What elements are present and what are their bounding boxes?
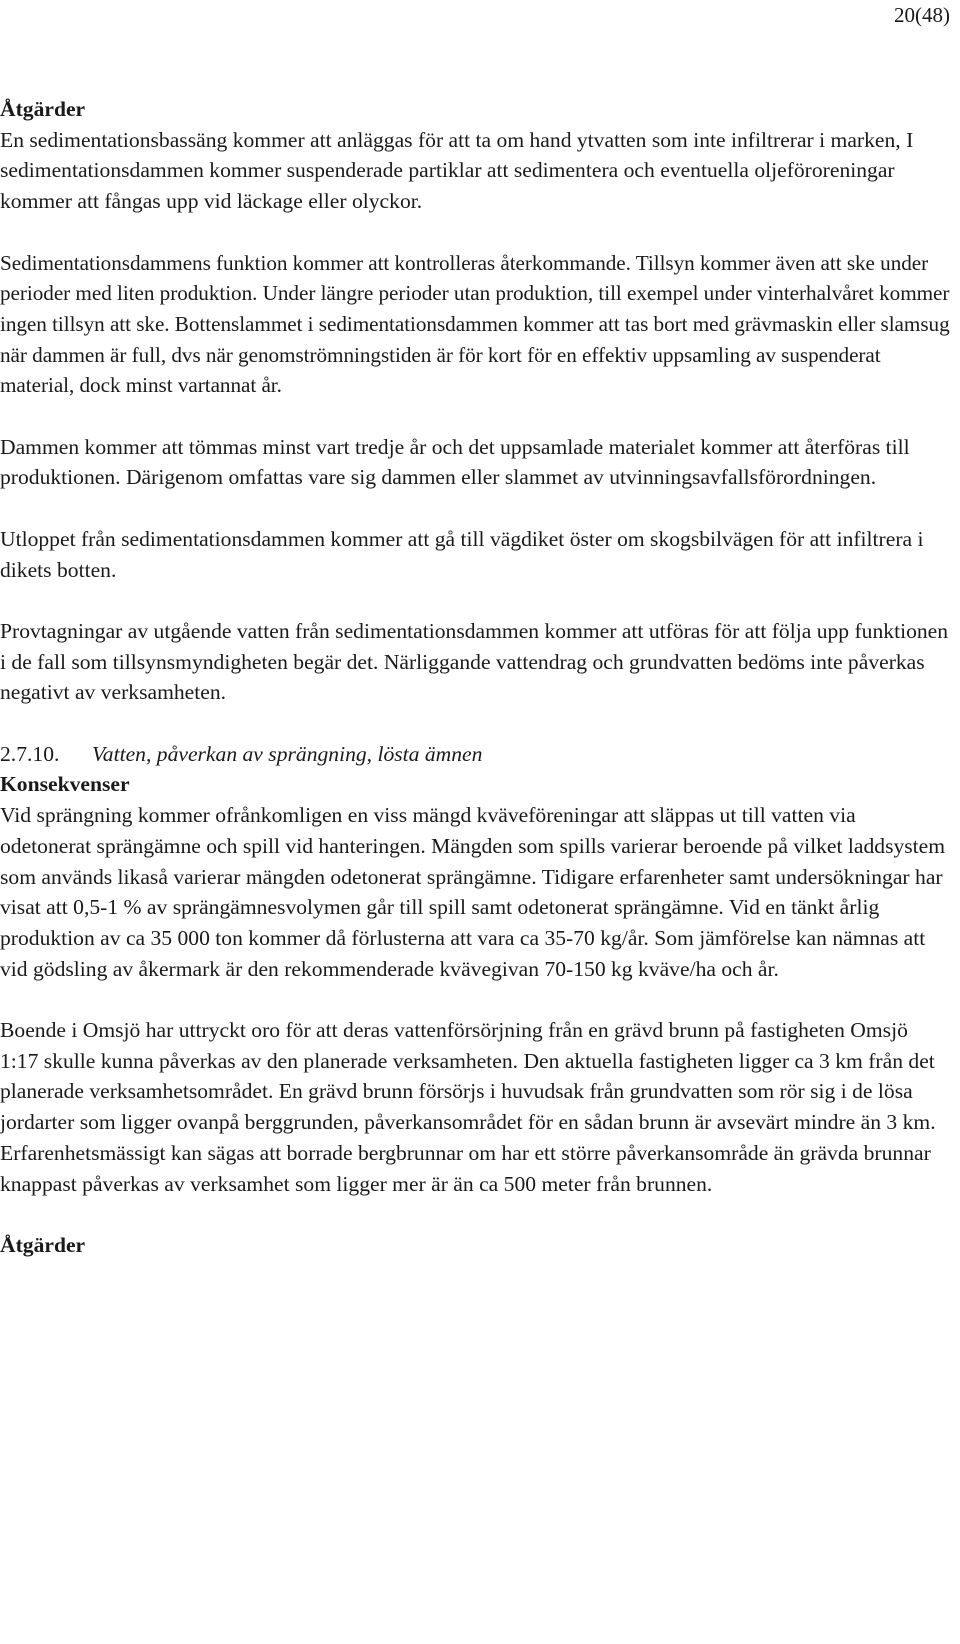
page-number: 20(48) [894,3,950,27]
document-body [0,94,950,1261]
heading-atgarder: Åtgärder [0,97,86,121]
paragraph-sedimentation-control: Sedimentationsdammens funktion kommer att kontrolleras återkommande. Tillsyn kommer även att ske under perioder med liten produktion. Under längre perioder utan produktion, till exempel under vinterhalvåret kommer ingen tillsyn att ske. Bottenslammet i sedimentationsdammen kommer att tas bort med grävmaskin eller slamsug när dammen är full, dvs när genomströmningstiden är för kort för en effektiv uppsamling av suspenderat material, dock minst vartannat år. [0,250,950,398]
spacer [0,217,950,248]
paragraph-blasting-nitrogen: Vid sprängning kommer ofrånkomligen en viss mängd kväveföreningar att släppas ut till vatten via odetonerat sprängämne och spill vid hanteringen. Mängden som spills varierar beroende på vilket laddsystem som används likaså varierar mängden odetonerat sprängämne. Tidigare erfarenheter samt undersökningar har visat att 0,5-1 % av sprängämnesvolymen går till spill samt odetonerat sprängämne. Vid en tänkt årlig produktion av ca 35 000 ton kommer då förlusterna att vara ca 35-70 kg/år. Som jämförelse kan nämnas att vid gödsling av åkermark är den rekommenderade kvävegivan 70-150 kg kväve/ha och år. [0,803,946,981]
heading-atgarder-2: Åtgärder [0,1232,86,1257]
paragraph-sedimentation-intro: En sedimentationsbassäng kommer att anläggas för att ta om hand ytvatten som inte infiltrerar i marken, I sedimentationsdammen kommer suspenderade partiklar att sedimentera och eventuella oljeföroreningar kommer att fångas upp vid läckage eller olyckor. [0,127,914,214]
section-title [0,739,950,770]
paragraph-sampling: Provtagningar av utgående vatten från sedimentationsdammen kommer att utföras för att följa upp funktionen i de fall som tillsynsmyndigheten begär det. Närliggande vattendrag och grundvatten bedöms inte påverkas negativt av verksamheten. [0,618,949,705]
heading-konsekvenser: Konsekvenser [0,772,130,797]
paragraph-emptying: Dammen kommer att tömmas minst vart tredje år och det uppsamlade materialet kommer att återföras till produktionen. Därigenom omfattas vare sig dammen eller slammet av utvinningsavfallsförordningen. [0,434,910,490]
spacer [0,1199,950,1230]
spacer [0,401,950,432]
paragraph-omsjo-well: Boende i Omsjö har uttryckt oro för att deras vattenförsörjning från en grävd brunn på fastigheten Omsjö 1:17 skulle kunna påverkas av den planerade verksamheten. Den aktuella fastigheten ligger ca 3 km från det planerade verksamhetsområdet. En grävd brunn försörjs i huvudsak från grundvatten som rör sig i de lösa jordarter som ligger ovanpå berggrunden, påverkansområdet för en sådan brunn är avsevärt mindre än 3 km. Erfarenhetsmässigt kan sägas att borrade bergbrunnar om har ett större påverkansområde än grävda brunnar knappast påverkas av verksamhet som ligger mer är än ca 500 meter från brunnen. [0,1018,936,1196]
spacer [0,708,950,739]
spacer [0,984,950,1015]
paragraph-outlet: Utloppet från sedimentationsdammen kommer att gå till vägdiket öster om skogsbilvägen för att infiltrera i dikets botten. [0,526,924,582]
spacer [0,585,950,616]
section-title-text: Vatten, påverkan av sprängning, lösta ämnen [92,741,483,766]
spacer [0,493,950,524]
section-number: 2.7.10. [0,741,60,766]
